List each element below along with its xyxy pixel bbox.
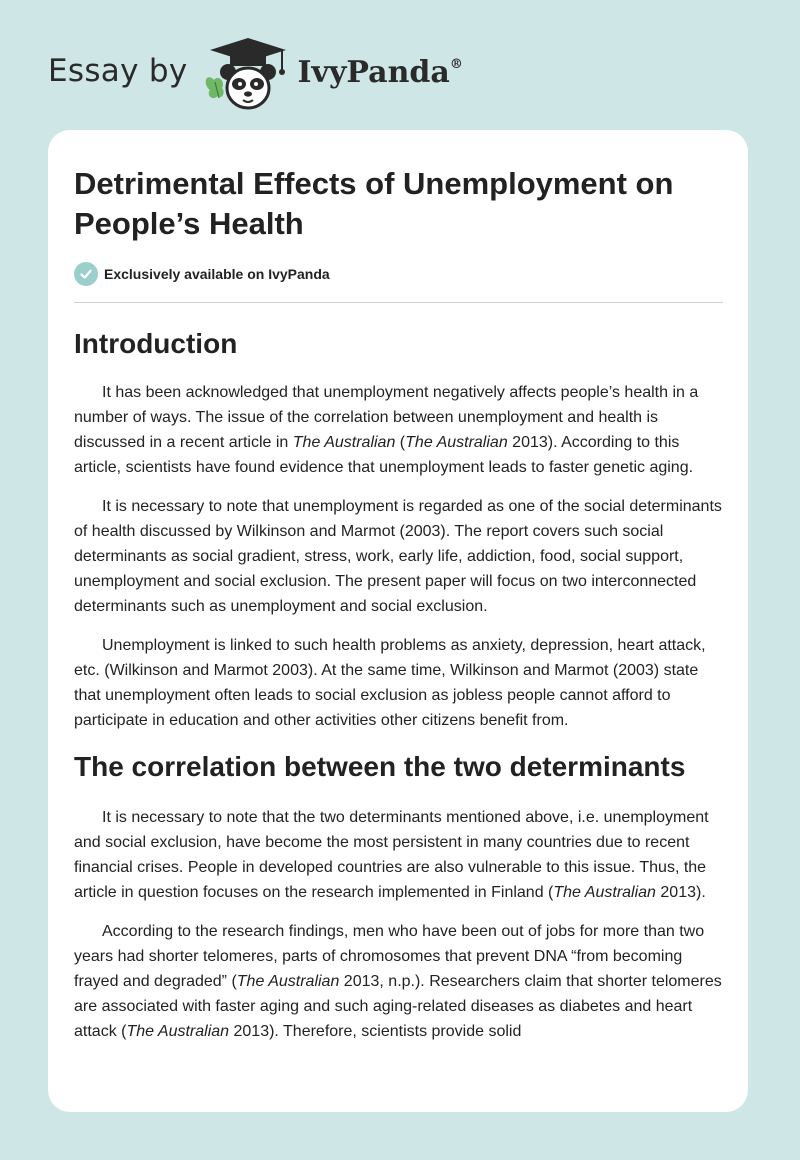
site-header — [48, 34, 463, 114]
paragraph: It is necessary to note that the two determinants mentioned above, i.e. unemployment and social exclusion, have become the most persistent in many countries due to recent financial crises. People in developed countries are also vulnerable to this issue. Thus, the article in question focuses on the research implemented in Finland (The Australian 2013). — [74, 809, 709, 901]
exclusive-label: Exclusively available on IvyPanda — [104, 266, 330, 282]
section-heading: The correlation between the two determinants — [74, 751, 686, 782]
divider — [74, 302, 723, 303]
citation-title: The Australian — [405, 434, 508, 451]
section-heading: Introduction — [74, 328, 238, 359]
essay-by-label: Essay by — [48, 53, 188, 89]
citation-title: The Australian — [126, 1023, 230, 1040]
check-icon — [74, 262, 98, 286]
registered-mark: ® — [449, 56, 463, 72]
citation-title: The Australian — [292, 434, 396, 451]
paragraph: Unemployment is linked to such health problems as anxiety, depression, heart attack, etc. (Wilkinson and Marmot 2003). At the same time, Wilkinson and Marmot (2003) state that unemployment often leads to social exclusion as jobless people cannot afford to participate in education and other activities other citizens benefit from. — [74, 637, 706, 729]
paragraph: It is necessary to note that unemployment is regarded as one of the social determinants of health discussed by Wilkinson and Marmot (2003). The report covers such social determinants as social gradient, stress, work, early life, addiction, food, social support, unemployment and social exclusion. The present paper will focus on two interconnected determinants such as unemployment and social exclusion. — [74, 498, 722, 615]
citation-title: The Australian — [236, 973, 340, 990]
essay-content — [74, 316, 726, 1058]
panda-logo-icon[interactable] — [202, 34, 294, 114]
brand-name: IvyPanda® — [297, 54, 463, 90]
citation-title: The Australian — [553, 884, 656, 901]
paragraph: According to the research findings, men who have been out of jobs for more than two years had shorter telomeres, parts of chromosomes that prevent DNA “from becoming frayed and degraded” (The Australian 2013, n.p.). Researchers claim that shorter telomeres are associated with faster aging and such aging-related diseases as diabetes and heart attack (The Australian 2013). Therefore, scientists provide solid — [74, 923, 722, 1040]
page-title: Detrimental Effects of Unemployment on People’s Health — [74, 166, 674, 241]
essay-card — [48, 130, 748, 1112]
exclusive-badge — [74, 262, 330, 286]
paragraph: It has been acknowledged that unemployment negatively affects people’s health in a number of ways. The issue of the correlation between unemployment and health is discussed in a recent article in The Australian (The Australian 2013). According to this article, scientists have found evidence that unemployment leads to faster genetic aging. — [74, 384, 699, 476]
